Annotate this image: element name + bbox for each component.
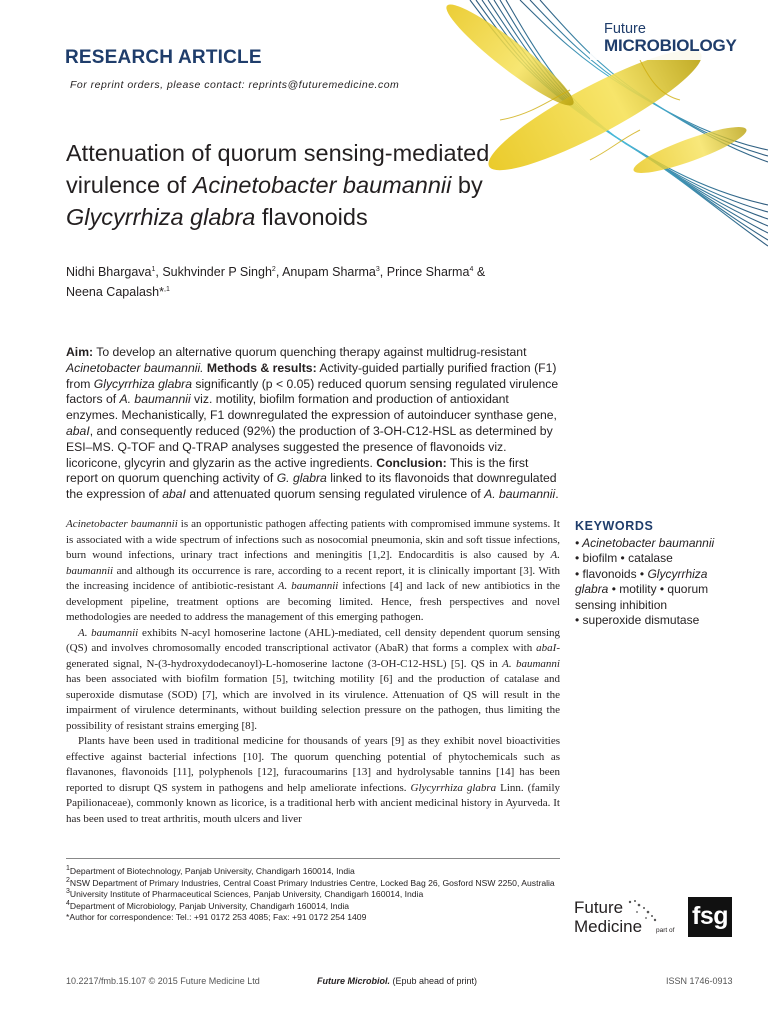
abstract-methods-label: Methods & results: [203, 360, 317, 375]
body-italic: abaI [536, 642, 557, 654]
affiliation-text: NSW Department of Primary Industries, Central Coast Primary Industries Centre, Locked Bag 26, Gosford NSW 2250, Australia [69, 877, 555, 888]
keyword-line [575, 567, 750, 583]
title-plant-italic: Glycyrrhiza glabra [66, 204, 256, 230]
affiliations [66, 866, 560, 924]
abstract-italic: abaI [162, 487, 186, 502]
author-affiliation-sup: 1 [151, 265, 156, 273]
body-text-run: and although its occurrence is rare, according to a recent report, it is clinically important [3]. With the increasing incidence of antibiotic-resistant [66, 564, 560, 592]
abstract [66, 345, 560, 503]
author-affiliation-sup: 4 [469, 265, 474, 273]
correspondence-line [66, 912, 560, 924]
publisher-part-of: part of [656, 927, 675, 934]
author-affiliation-sup: ,1 [164, 285, 170, 293]
abstract-text: . [555, 487, 559, 502]
affiliation-text: *Author for correspondence: Tel.: +91 0172 253 4085; Fax: +91 0172 254 1409 [66, 912, 367, 923]
keywords-box [575, 519, 750, 629]
body-italic: A. baumannii [78, 626, 139, 639]
footer-doi: 10.2217/fmb.15.107 © 2015 Future Medicine Ltd [66, 976, 260, 986]
affiliation-text: Department of Microbiology, Panjab University, Chandigarh 160014, India [69, 900, 350, 911]
body-italic: A. baumanni [502, 657, 560, 670]
title-text: by [451, 172, 483, 198]
affiliation-line [66, 889, 560, 901]
abstract-text: and attenuated quorum sensing regulated virulence of [185, 487, 485, 502]
keyword-text: • motility • quorum [608, 582, 709, 596]
body-paragraph [66, 517, 560, 626]
affiliation-line [66, 878, 560, 890]
reprint-contact-note: For reprint orders, please contact: reprints@futuremedicine.com [70, 79, 400, 91]
publisher-logo-medicine: Medicine [574, 917, 643, 936]
title-text: flavonoids [255, 204, 368, 230]
author-name: Sukhvinder P Singh [162, 265, 272, 279]
body-text-run: -generated signal, N-(3-hydroxydodecanoyl)-L-homoserine lactone (3-OH-C12-HSL) [5]. QS in [66, 642, 560, 670]
keyword-line [575, 582, 750, 598]
affiliation-line [66, 866, 560, 878]
abstract-text: significantly (p < 0.05) reduced quorum sensing regulated virulence factors of [66, 376, 559, 407]
footer-issn: ISSN 1746-0913 [666, 976, 733, 986]
keyword-line: • biofilm • catalase [575, 551, 673, 565]
footer-journal: Future Microbiol. [317, 976, 390, 986]
affiliation-sup: 2 [66, 876, 70, 884]
publisher-dots-icon [626, 898, 660, 926]
abstract-text: Activity-guided partially purified fraction (F1) from [66, 360, 557, 391]
author-name: Anupam Sharma [282, 265, 376, 279]
abstract-text: viz. motility, biofilm formation and production of antioxidant enzymes. Mechanistically, F1 downregulated the expression of autoinducer synthase gene, [66, 392, 557, 423]
title-species-italic: Acinetobacter baumannii [192, 172, 452, 198]
abstract-text: , and consequently reduced (92%) the production of 3-OH-C12-HSL as determined by ESI–MS. Q-TOF and Q-TRAP analyses suggested the presence of flavonoids viz. licoricone, glycyrin and glyzarin as the active ingredients. [66, 423, 553, 470]
keyword-text: • flavonoids • [575, 566, 648, 581]
fsg-logo: fsg [688, 897, 732, 937]
keyword-line: • Acinetobacter baumannii [575, 535, 715, 550]
keyword-italic: glabra [575, 582, 609, 596]
affiliation-text: University Institute of Pharmaceutical Sciences, Panjab University, Chandigarh 160014, India [69, 889, 424, 900]
article-title [66, 137, 586, 233]
body-italic: A. baumannii [66, 549, 560, 577]
author-name: Prince Sharma [386, 265, 470, 279]
author-affiliation-sup: 3 [375, 265, 380, 273]
body-paragraph [66, 734, 560, 827]
body-text-run: has been associated with biofilm formation [5], twitching motility [6] and the production of catalase and superoxide dismutase (SOD) [7], which are involved in its virulence. Attenuation of QS will result in the impairment of virulence determinants, without building selection pressure on the pathogen, thus limiting the possibility of resistant strains emerging [8]. [66, 673, 560, 732]
abstract-italic: G. glabra [276, 471, 327, 486]
section-label: RESEARCH ARTICLE [65, 47, 262, 68]
body-text-run: is an opportunistic pathogen affecting patients with compromised immune systems. It is associated with a wide spectrum of infections such as nosocomial pneumonia, skin and soft tissue infections, burn wound infections, urinary tract infections and meningitis [1,2]. Endocarditis is also caused by [66, 518, 560, 561]
publisher-logo-future: Future [574, 898, 624, 917]
abstract-text: This is the first report on quorum quenching activity of [66, 455, 529, 486]
body-text [66, 517, 560, 827]
body-italic: A. baumannii [277, 580, 339, 592]
body-text-run: Linn. (family Papilionaceae), commonly known as licorice, is a traditional herb with ancient medicinal history in Ayurveda. It has been used to treat arthritis, mouth ulcers and liver [66, 781, 561, 825]
abstract-italic: Acinetobacter baumannii. [66, 360, 204, 375]
abstract-italic: A. baumannii [484, 487, 556, 502]
affiliation-sup: 3 [66, 888, 70, 896]
abstract-italic: Glycyrrhiza glabra [93, 376, 192, 391]
author-affiliation-sup: 2 [271, 265, 276, 273]
abstract-italic: A. baumannii [119, 392, 191, 407]
author-name: Neena Capalash* [66, 285, 164, 299]
journal-name: MICROBIOLOGY [604, 36, 737, 55]
keyword-italic: Glycyrrhiza [647, 566, 708, 581]
keyword-line: sensing inhibition [575, 597, 668, 612]
keyword-line: • superoxide dismutase [575, 613, 700, 627]
affiliation-sup: 1 [66, 865, 70, 873]
affiliation-text: Department of Biotechnology, Panjab University, Chandigarh 160014, India [69, 866, 355, 876]
body-italic: Acinetobacter baumannii [66, 518, 178, 530]
body-text-run: infections [4] and lack of new antibiotics in the development pipeline, treatment options are becoming limited. Hence, fresh perspectives and novel methodologies are needed to address the management of this emerging pathogen. [66, 580, 561, 623]
footer-citation [317, 976, 477, 986]
footer-epub: (Epub ahead of print) [390, 976, 478, 986]
footnote-divider [66, 858, 560, 859]
body-paragraph [66, 626, 560, 735]
keywords-heading: KEYWORDS [575, 519, 654, 533]
author-name: Nidhi Bhargava [66, 265, 152, 279]
author-list: Nidhi Bhargava$^1$, Sukhvinder P Singh$^2$, Anupam Sharma$^3$, Prince Sharma$^4$ & Neena Capalash*$^{,1}$ [66, 265, 486, 299]
abstract-italic: abaI [66, 423, 90, 438]
body-italic: Glycyrrhiza glabra [410, 781, 497, 794]
body-text-run: Plants have been used in traditional medicine for thousands of years [9] as they exhibit novel bioactivities effective against bacterial infections [10]. The quorum quenching potential of phytochemicals such as flavanones, flavonoids [11], polyphenols [12], furacoumarins [13] and hydrolysable tannins [14] has been reported to disrupt QS system in pathogens and help ameliorate infections. [66, 735, 560, 794]
abstract-conclusion-label: Conclusion: [372, 455, 447, 470]
affiliation-sup: 4 [66, 899, 70, 907]
journal-name-prefix: Future [604, 21, 646, 37]
title-text: Attenuation of quorum sensing-mediated virulence of [66, 140, 490, 198]
affiliation-line [66, 901, 560, 913]
body-text-run: exhibits N-acyl homoserine lactone (AHL)-mediated, cell density dependent quorum sensing (QS) and involves chromosomally encoded transcriptional activator (AbaR) that forms a complex with [66, 626, 560, 654]
abstract-text: linked to its flavonoids that downregulated the expression of [66, 471, 557, 502]
abstract-aim-label: Aim: [66, 345, 94, 359]
abstract-text: To develop an alternative quorum quenching therapy against multidrug-resistant [93, 345, 527, 359]
